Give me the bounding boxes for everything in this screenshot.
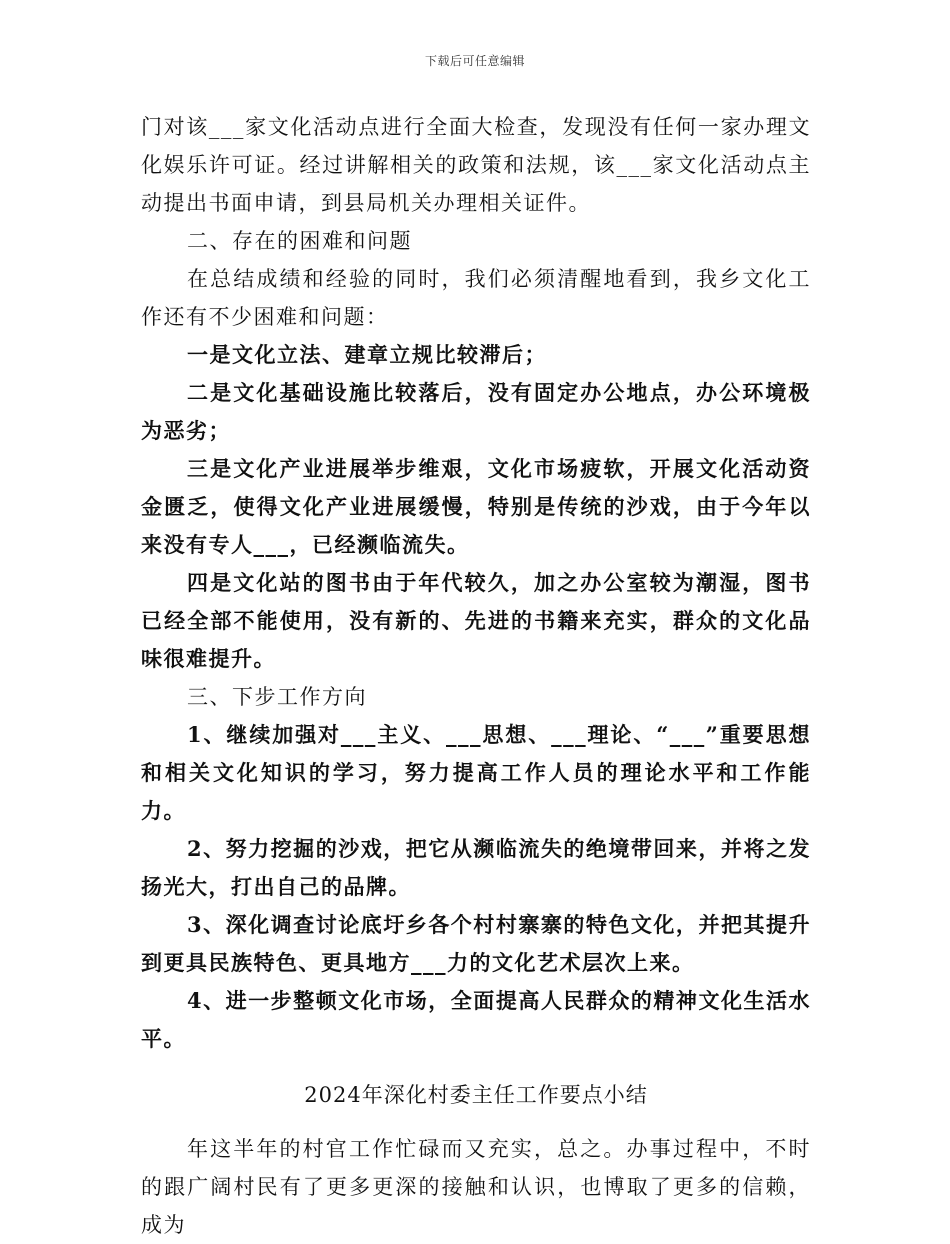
paragraph-step-2: 2、努力挖掘的沙戏，把它从濒临流失的绝境带回来，并将之发扬光大，打出自己的品牌。 [141, 836, 811, 899]
paragraph-continued: 门对该___家文化活动点进行全面大检查，发现没有任何一家办理文化娱乐许可证。经过讲解相关的政策和法规，该___家文化活动点主动提出书面申请，到县局机关办理相关证件。 [141, 115, 811, 215]
paragraph-step-3: 3、深化调查讨论底圩乡各个村村寨寨的特色文化，并把其提升到更具民族特色、更具地方___力的文化艺术层次上来。 [141, 912, 811, 975]
document-title: 2024年深化村委主任工作要点小结 [304, 1083, 648, 1107]
paragraph-problem-2: 二是文化基础设施比较落后，没有固定办公地点，办公环境极为恶劣； [141, 380, 811, 443]
paragraph-summary-intro: 年这半年的村官工作忙碌而又充实，总之。办事过程中，不时的跟广阔村民有了更多更深的接触和认识，也博取了更多的信赖，成为 [141, 1137, 811, 1237]
document-body [141, 108, 811, 1244]
paragraph-problem-1: 一是文化立法、建章立规比较滞后； [187, 342, 547, 367]
paragraph-step-4: 4、进一步整顿文化市场，全面提高人民群众的精神文化生活水平。 [141, 988, 811, 1051]
paragraph-problems-intro: 在总结成绩和经验的同时，我们必须清醒地看到，我乡文化工作还有不少困难和问题： [141, 267, 811, 329]
section-heading-next-steps: 三、下步工作方向 [187, 685, 367, 709]
section-heading-problems: 二、存在的困难和问题 [187, 229, 412, 253]
paragraph-problem-3: 三是文化产业进展举步维艰，文化市场疲软，开展文化活动资金匮乏，使得文化产业进展缓慢，特别是传统的沙戏，由于今年以来没有专人___，已经濒临流失。 [141, 456, 811, 557]
paragraph-step-1: 1、继续加强对___主义、___思想、___理论、“___”重要思想和相关文化知识的学习，努力提高工作人员的理论水平和工作能力。 [141, 722, 811, 823]
header-note: 下载后可任意编辑 [424, 54, 525, 68]
paragraph-problem-4: 四是文化站的图书由于年代较久，加之办公室较为潮湿，图书已经全部不能使用，没有新的、先进的书籍来充实，群众的文化品味很难提升。 [141, 570, 811, 671]
